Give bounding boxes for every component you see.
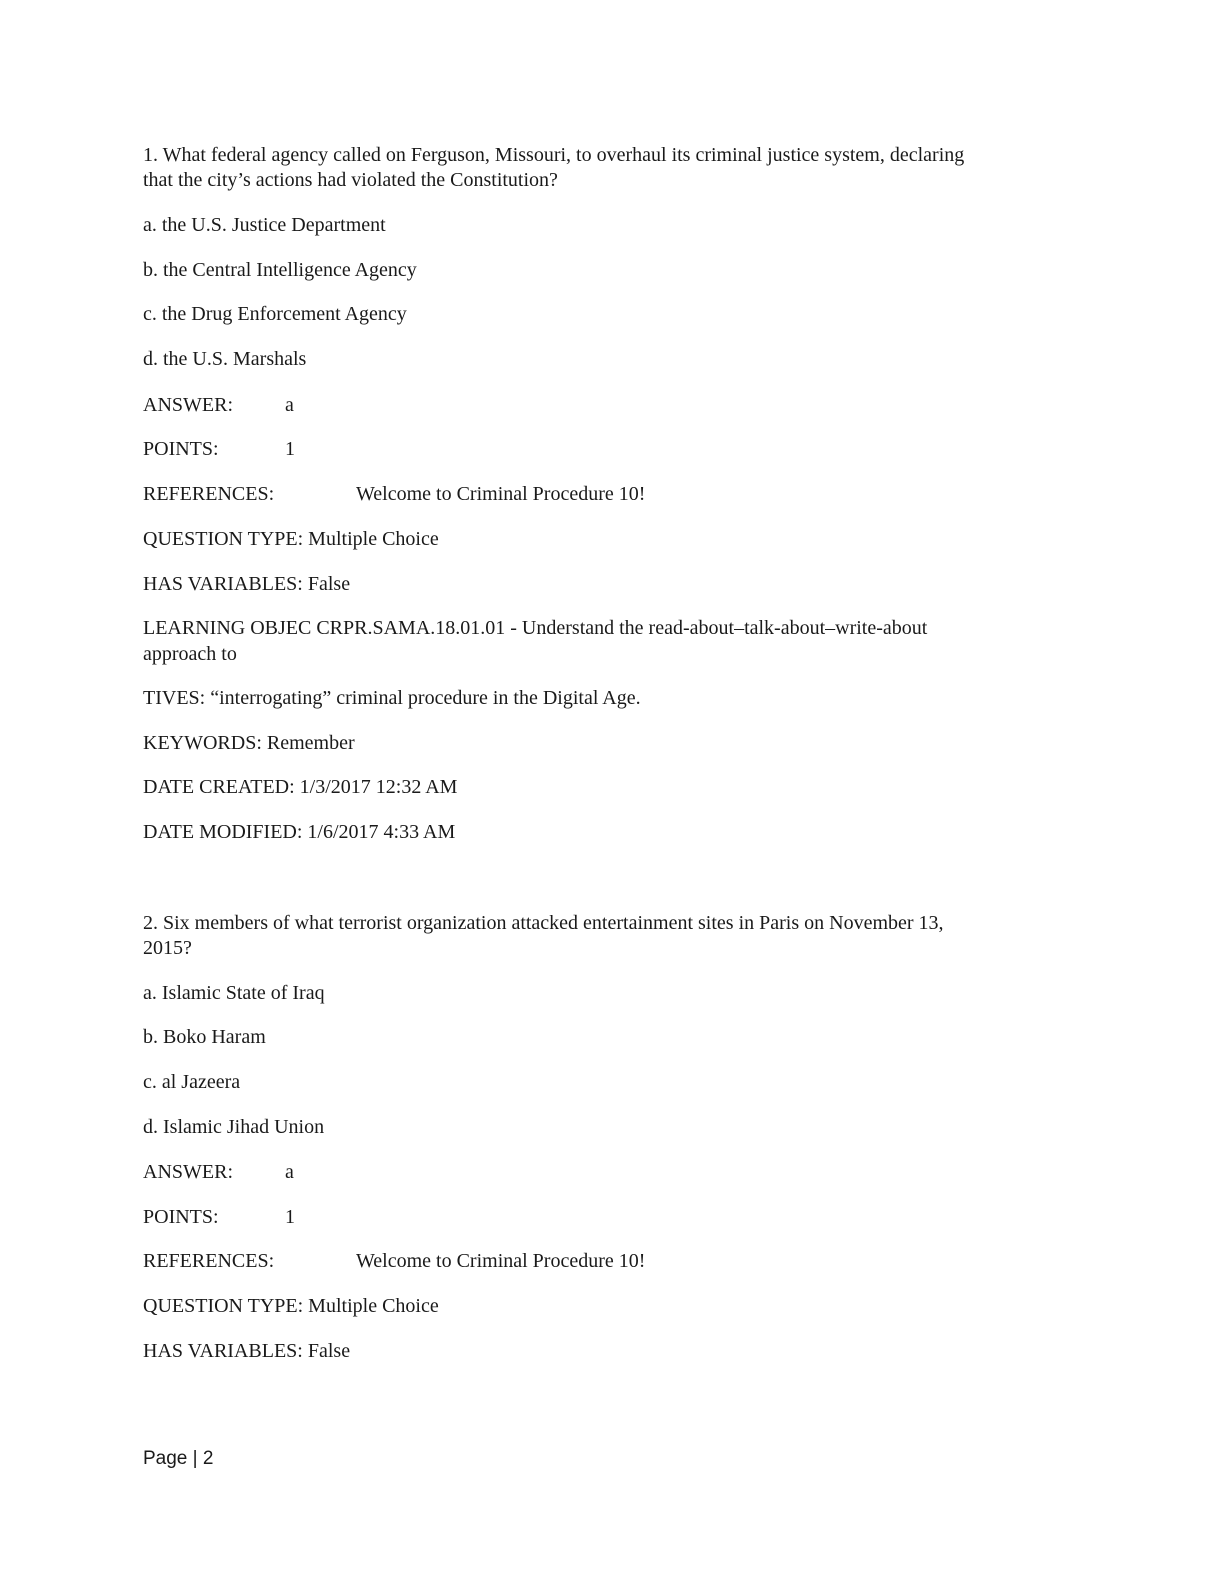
question-2-answer-row bbox=[143, 1160, 294, 1185]
question-1-learning-objective-line-2: approach to bbox=[143, 643, 237, 665]
question-1-references-row bbox=[143, 482, 646, 507]
points-label: POINTS: bbox=[143, 438, 219, 460]
question-2-option-d: d. Islamic Jihad Union bbox=[143, 1116, 325, 1138]
references-value: Welcome to Criminal Procedure 10! bbox=[356, 483, 646, 505]
question-2-option-a: a. Islamic State of Iraq bbox=[143, 982, 325, 1004]
question-2-references-row bbox=[143, 1249, 646, 1274]
points-value: 1 bbox=[285, 438, 295, 460]
references-label: REFERENCES: bbox=[143, 483, 275, 505]
answer-value: a bbox=[285, 1161, 294, 1183]
question-1-option-c: c. the Drug Enforcement Agency bbox=[143, 303, 407, 325]
points-value: 1 bbox=[285, 1206, 295, 1228]
question-1-date-modified: DATE MODIFIED: 1/6/2017 4:33 AM bbox=[143, 821, 456, 843]
question-1-keywords: KEYWORDS: Remember bbox=[143, 732, 355, 754]
question-1-type: QUESTION TYPE: Multiple Choice bbox=[143, 528, 439, 550]
question-1-has-variables: HAS VARIABLES: False bbox=[143, 573, 351, 595]
question-1-option-a: a. the U.S. Justice Department bbox=[143, 214, 386, 236]
question-1-text-line-1: 1. What federal agency called on Ferguson, Missouri, to overhaul its criminal justice system, declaring bbox=[143, 144, 965, 166]
question-1-text-line-2: that the city’s actions had violated the Constitution? bbox=[143, 169, 558, 191]
question-1-learning-objective-line-1: LEARNING OBJEC CRPR.SAMA.18.01.01 - Understand the read-about–talk-about–write-about bbox=[143, 617, 928, 639]
question-1-date-created: DATE CREATED: 1/3/2017 12:32 AM bbox=[143, 776, 458, 798]
page-number-footer: Page | 2 bbox=[143, 1448, 214, 1469]
question-2-points-row bbox=[143, 1205, 295, 1230]
answer-value: a bbox=[285, 394, 294, 416]
question-2-option-c: c. al Jazeera bbox=[143, 1071, 241, 1093]
references-value: Welcome to Criminal Procedure 10! bbox=[356, 1250, 646, 1272]
question-2-option-b: b. Boko Haram bbox=[143, 1026, 266, 1048]
question-2-text-line-2: 2015? bbox=[143, 937, 192, 959]
question-2-has-variables: HAS VARIABLES: False bbox=[143, 1340, 351, 1362]
answer-label: ANSWER: bbox=[143, 1161, 233, 1183]
question-1-answer-row bbox=[143, 393, 294, 418]
question-1-text-source bbox=[0, 0, 1, 1]
question-1-option-b: b. the Central Intelligence Agency bbox=[143, 259, 417, 281]
question-2-text-line-1: 2. Six members of what terrorist organization attacked entertainment sites in Paris on November 13, bbox=[143, 912, 944, 934]
question-2-type: QUESTION TYPE: Multiple Choice bbox=[143, 1295, 439, 1317]
references-label: REFERENCES: bbox=[143, 1250, 275, 1272]
question-1-option-d: d. the U.S. Marshals bbox=[143, 348, 307, 370]
question-1-points-row bbox=[143, 437, 295, 462]
points-label: POINTS: bbox=[143, 1206, 219, 1228]
question-1-learning-objective-line-3: TIVES: “interrogating” criminal procedure in the Digital Age. bbox=[143, 687, 641, 709]
answer-label: ANSWER: bbox=[143, 394, 233, 416]
